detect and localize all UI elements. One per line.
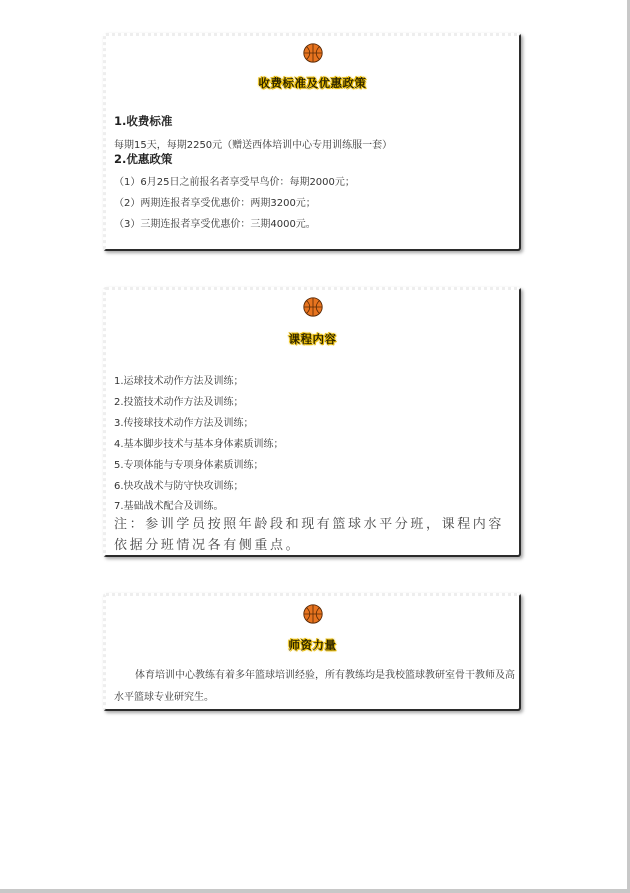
fees-title: 收费标准及优惠政策 <box>258 76 367 90</box>
staff-card <box>103 593 521 711</box>
discount-item: （2）两期连报者享受优惠价：两期3200元； <box>114 198 316 209</box>
fee-text: 每期15天，每期2250元（赠送西体培训中心专用训练服一套） <box>114 140 393 151</box>
basketball-icon <box>303 43 323 63</box>
course-item: 6.快攻战术与防守快攻训练； <box>114 481 244 492</box>
course-item: 3.传接球技术动作方法及训练； <box>114 418 254 429</box>
course-note: 注：参训学员按照年龄段和现有篮球水平分班，课程内容依据分班情况各有侧重点。 <box>114 517 505 553</box>
course-card <box>103 287 521 557</box>
staff-title: 师资力量 <box>288 638 337 652</box>
course-item: 7.基础战术配合及训练。 <box>114 501 224 512</box>
course-item: 5.专项体能与专项身体素质训练； <box>114 460 264 471</box>
staff-text: 体育培训中心教练有着多年篮球培训经验，所有教练均是我校篮球教研室骨干教师及高水平篮球专业研究生。 <box>114 670 515 703</box>
discount-item: （1）6月25日之前报名者享受早鸟价：每期2000元； <box>114 177 355 188</box>
fees-card <box>103 33 521 251</box>
course-item: 4.基本脚步技术与基本身体素质训练； <box>114 439 284 450</box>
basketball-icon <box>303 297 323 317</box>
course-title: 课程内容 <box>288 332 337 346</box>
course-item: 2.投篮技术动作方法及训练； <box>114 397 244 408</box>
course-item: 1.运球技术动作方法及训练； <box>114 376 244 387</box>
page-edge-bottom <box>0 889 630 893</box>
fee-heading: 1.收费标准 <box>114 114 173 128</box>
discount-item: （3）三期连报者享受优惠价：三期4000元。 <box>114 219 316 230</box>
basketball-icon <box>303 604 323 624</box>
discount-heading: 2.优惠政策 <box>114 152 173 166</box>
